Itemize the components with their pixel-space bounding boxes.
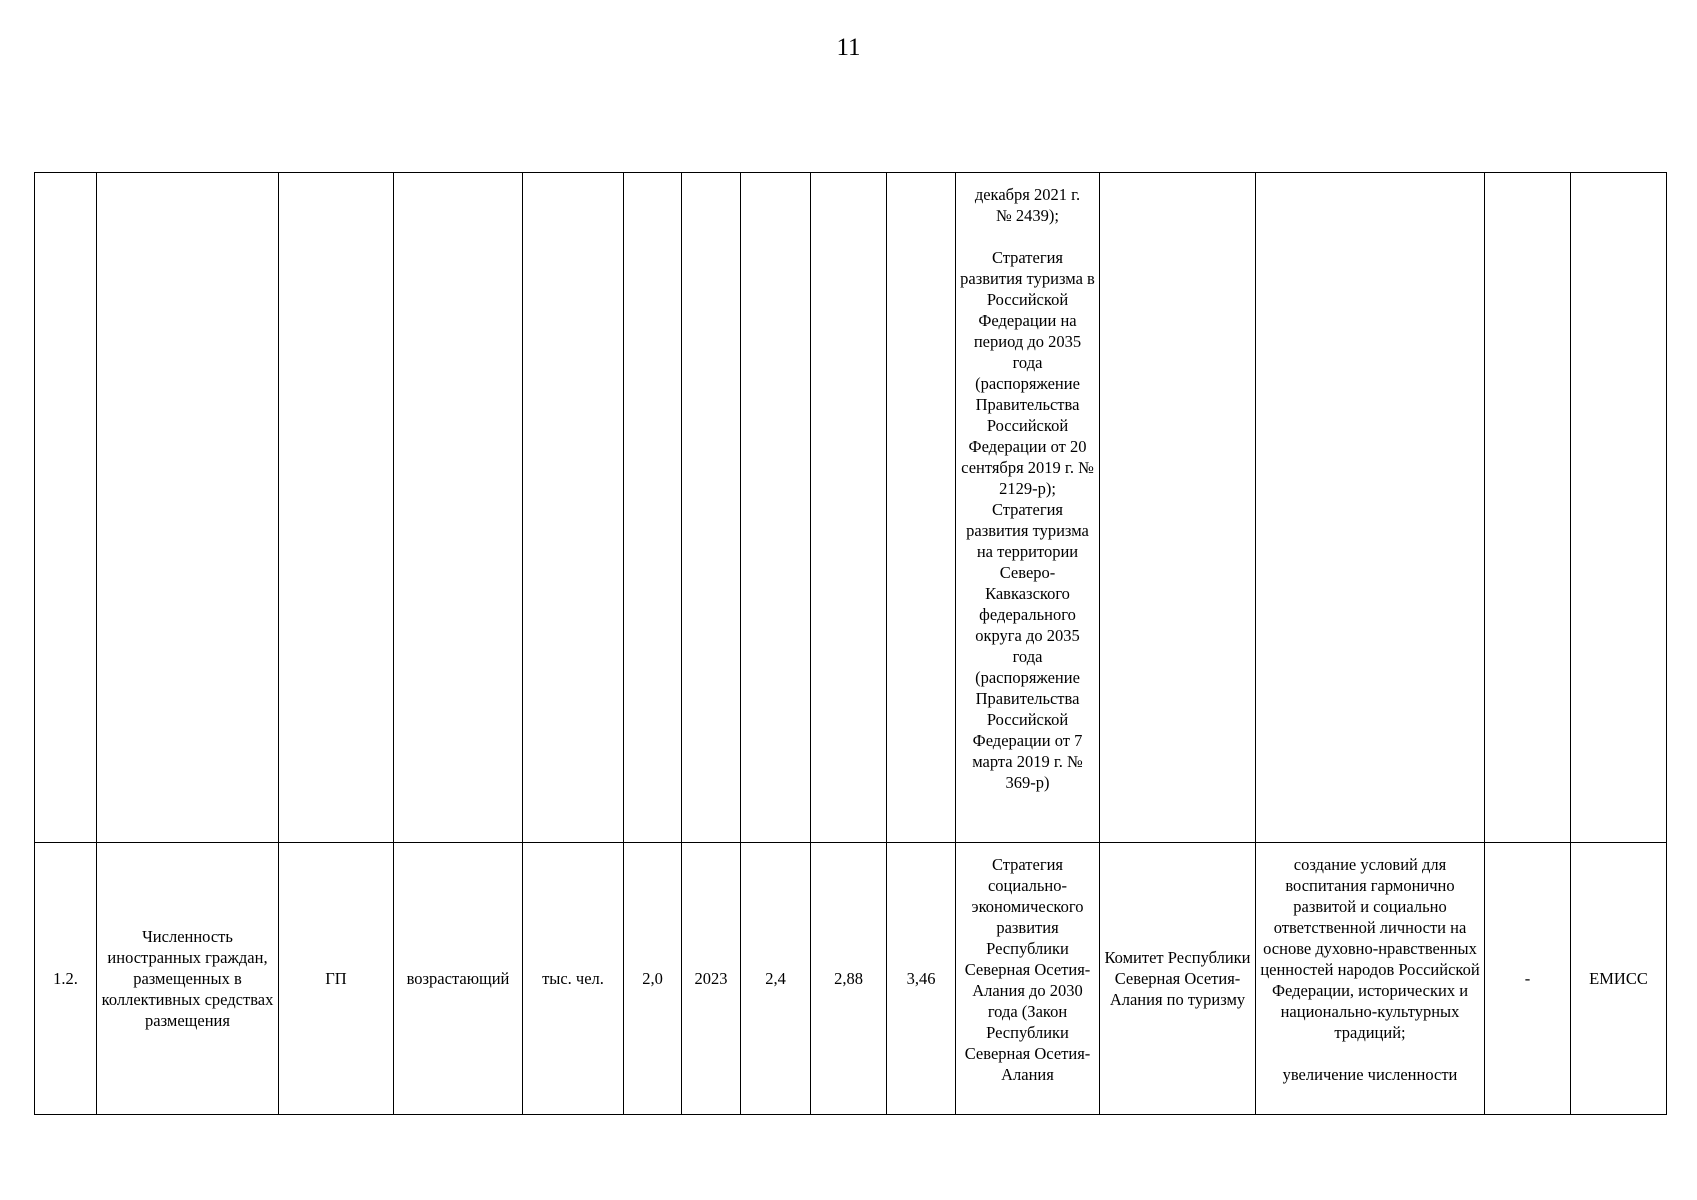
table-row-1-2 bbox=[35, 843, 1667, 1115]
cell-documents bbox=[956, 843, 1100, 1115]
cell-documents bbox=[956, 173, 1100, 843]
cell-value-2: 2,88 bbox=[811, 843, 887, 1115]
cell-level: ГП bbox=[279, 843, 394, 1115]
table-row-continued bbox=[35, 173, 1667, 843]
cell-base-value: 2,0 bbox=[624, 843, 682, 1115]
cell-value-1: 2,4 bbox=[741, 843, 811, 1115]
cell-base-year bbox=[682, 173, 741, 843]
cell-trend: возрастающий bbox=[394, 843, 523, 1115]
documents-text: декабря 2021 г. № 2439); Стратегия развития туризма в Российской Федерации на период до 2035 года (распоряжение Правительства Российской Федерации от 20 сентября 2019 г. № 2129-р); Стратегия развития туризма на территории Северо-Кавказского федерального округа до 2035 года (распоряжение Правительства Российской Федерации от 7 марта 2019 г. № 369-р) bbox=[960, 185, 1095, 792]
cell-responsible bbox=[1100, 173, 1256, 843]
cell-number bbox=[35, 173, 97, 843]
cell-value-3 bbox=[887, 173, 956, 843]
cell-unit: тыс. чел. bbox=[523, 843, 624, 1115]
page-number: 11 bbox=[836, 34, 861, 61]
cell-unit bbox=[523, 173, 624, 843]
cell-value-2 bbox=[811, 173, 887, 843]
cell-source: ЕМИСС bbox=[1571, 843, 1667, 1115]
cell-indicator: Численность иностранных граждан, размещенных в коллективных средствах размещения bbox=[97, 843, 279, 1115]
indicators-table bbox=[34, 172, 1667, 1115]
goal-text: создание условий для воспитания гармонично развитой и социально ответственной личности на основе духовно-нравственных ценностей народов Российской Федерации, исторических и национально-культурных традиций; увеличение численности bbox=[1260, 855, 1480, 1084]
documents-text: Стратегия социально-экономического развития Республики Северная Осетия-Алания до 2030 года (Закон Республики Северная Осетия-Алания bbox=[964, 855, 1091, 1084]
cell-link bbox=[1485, 173, 1571, 843]
cell-goal bbox=[1256, 173, 1485, 843]
cell-indicator bbox=[97, 173, 279, 843]
cell-base-value bbox=[624, 173, 682, 843]
cell-goal bbox=[1256, 843, 1485, 1115]
cell-link: - bbox=[1485, 843, 1571, 1115]
cell-number: 1.2. bbox=[35, 843, 97, 1115]
cell-value-3: 3,46 bbox=[887, 843, 956, 1115]
cell-base-year: 2023 bbox=[682, 843, 741, 1115]
cell-level bbox=[279, 173, 394, 843]
cell-value-1 bbox=[741, 173, 811, 843]
cell-trend bbox=[394, 173, 523, 843]
cell-responsible: Комитет Республики Северная Осетия-Алания по туризму bbox=[1100, 843, 1256, 1115]
cell-source bbox=[1571, 173, 1667, 843]
